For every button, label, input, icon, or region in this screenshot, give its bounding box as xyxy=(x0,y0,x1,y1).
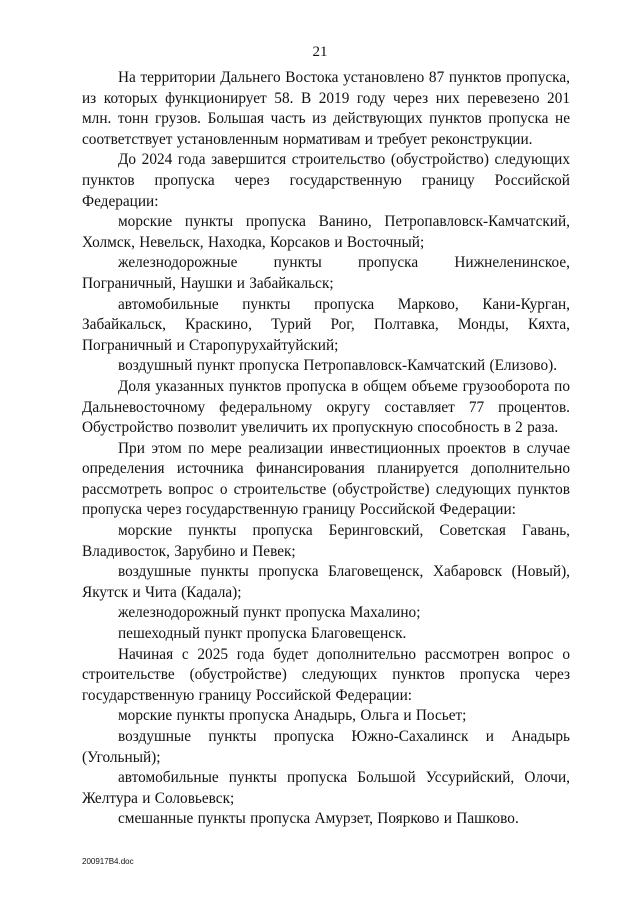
paragraph: воздушный пункт пропуска Петропавловск-Камчатский (Елизово). xyxy=(118,357,558,375)
paragraph: железнодорожный пункт пропуска Махалино; xyxy=(118,604,421,622)
document-body xyxy=(82,68,570,830)
paragraph: пешеходный пункт пропуска Благовещенск. xyxy=(118,625,407,643)
paragraph: автомобильные пункты пропуска Большой Уссурийский, Олочи, Желтура и Соловьевск; xyxy=(82,769,570,807)
page-number: 21 xyxy=(312,44,328,60)
paragraph: морские пункты пропуска Анадырь, Ольга и Посьет; xyxy=(118,707,467,725)
paragraph: морские пункты пропуска Ванино, Петропавловск-Камчатский, Холмск, Невельск, Находка, Корсаков и Восточный; xyxy=(82,213,570,251)
paragraph: При этом по мере реализации инвестиционных проектов в случае определения источника финансирования планируется дополнительно рассмотреть вопрос о строительстве (обустройстве) следующих пунктов пропуска через государственную границу Российской Федерации: xyxy=(82,439,570,519)
paragraph: Доля указанных пунктов пропуска в общем объеме грузооборота по Дальневосточному федеральному округу составляет 77 процентов. Обустройство позволит увеличить их пропускную способность в 2 раза. xyxy=(82,377,570,437)
file-name-footer: 200917В4.doc xyxy=(82,857,134,866)
paragraph: На территории Дальнего Востока установлено 87 пунктов пропуска, из которых функционирует 58. В 2019 году через них перевезено 201 млн. тонн грузов. Большая часть из действующих пунктов пропуска не соответствует установленным нормативам и требует реконструкции. xyxy=(82,69,570,148)
paragraph: воздушные пункты пропуска Южно-Сахалинск и Анадырь (Угольный); xyxy=(82,728,570,766)
paragraph: морские пункты пропуска Беринговский, Советская Гавань, Владивосток, Зарубино и Певек; xyxy=(82,522,570,560)
paragraph: смешанные пункты пропуска Амурзет, Поярково и Пашково. xyxy=(118,810,519,828)
paragraph: железнодорожные пункты пропуска Нижнеленинское, Пограничный, Наушки и Забайкальск; xyxy=(82,254,570,292)
paragraph: воздушные пункты пропуска Благовещенск, Хабаровск (Новый), Якутск и Чита (Кадала); xyxy=(82,563,570,601)
paragraph: До 2024 года завершится строительство (обустройство) следующих пунктов пропуска через государственную границу Российской Федерации: xyxy=(82,151,570,210)
paragraph: автомобильные пункты пропуска Марково, Кани-Курган, Забайкальск, Краскино, Турий Рог, Полтавка, Монды, Кяхта, Пограничный и Старопурухайтуйский; xyxy=(82,295,570,354)
paragraph: Начиная с 2025 года будет дополнительно рассмотрен вопрос о строительстве (обустройстве) следующих пунктов пропуска через государственную границу Российской Федерации: xyxy=(82,645,570,704)
